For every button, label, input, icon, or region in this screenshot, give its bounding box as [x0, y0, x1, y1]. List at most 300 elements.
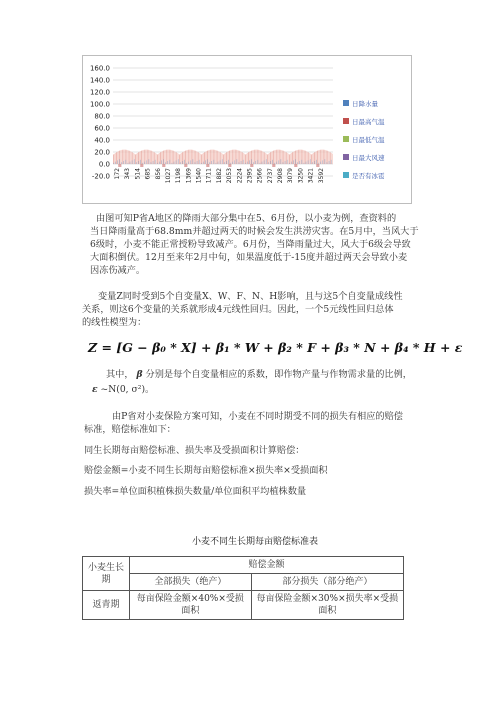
temperature-bar [150, 150, 151, 164]
temperature-bar [257, 150, 258, 164]
precipitation-bar [151, 162, 152, 164]
x-tick-label: 2566 [256, 168, 264, 184]
chart-legend [343, 94, 385, 184]
x-tick-label: 2053 [226, 168, 234, 184]
precipitation-bar [281, 159, 282, 164]
precipitation-bar [176, 160, 177, 164]
temperature-bar [164, 150, 165, 164]
y-tick-label: 20.0 [94, 148, 110, 157]
temperature-bar [122, 150, 123, 164]
precipitation-bar [314, 161, 315, 164]
temperature-bar [177, 153, 178, 164]
temperature-bar [196, 151, 197, 164]
temperature-bar [273, 151, 274, 164]
precipitation-bar [218, 162, 219, 164]
temperature-bar [120, 150, 121, 164]
precipitation-bar [291, 162, 292, 164]
paragraph-variables [82, 290, 403, 329]
y-tick-label: -20.0 [91, 172, 110, 181]
precipitation-bar [247, 162, 248, 164]
precipitation-bar [264, 160, 265, 164]
temperature-bar [173, 151, 174, 164]
temperature-bar [194, 150, 195, 164]
precipitation-bar [253, 162, 254, 164]
temperature-bar [183, 152, 184, 164]
legend-swatch [343, 136, 349, 142]
paragraph-coefficients [92, 368, 412, 396]
temperature-bar [143, 150, 144, 164]
temperature-bar [172, 150, 173, 164]
x-tick-label: 856 [154, 168, 162, 180]
temperature-bar [165, 150, 166, 164]
temperature-bar [267, 154, 268, 164]
temperature-bar [290, 154, 291, 164]
temperature-bar [156, 154, 157, 164]
regression-formula: Z = [G − β₀ * X] + β₁ * W + β₂ * F + β₃ * N + β₄ * H + ε [88, 340, 463, 355]
precipitation-bar [167, 161, 168, 164]
temperature-bar [227, 152, 228, 164]
x-tick-label: 343 [124, 168, 132, 180]
temperature-bar [288, 154, 289, 164]
precipitation-bar [180, 162, 181, 164]
temperature-bar [283, 151, 284, 164]
y-tick-label: 80.0 [94, 112, 110, 121]
temperature-bar [248, 152, 249, 164]
text-line: 变量Z同时受到5个自变量X、W、F、N、H影响，且与这5个自变量成线性 [98, 291, 403, 302]
temperature-bar [116, 152, 117, 164]
text-line: 因冻伤减产。 [90, 265, 146, 276]
negative-temp-bar [162, 164, 165, 167]
temperature-bar [213, 150, 214, 164]
precipitation-bar [249, 160, 250, 164]
text-line: 的线性模型为： [82, 317, 147, 328]
temperature-bar [166, 150, 167, 164]
precipitation-bar [142, 163, 143, 164]
temperature-bar [233, 150, 234, 164]
temperature-bar [250, 151, 251, 164]
precipitation-bar [295, 159, 296, 164]
temperature-bar [157, 154, 158, 164]
precipitation-bar [216, 163, 217, 164]
precipitation-bar [283, 162, 284, 164]
temperature-bar [318, 150, 319, 164]
negative-temp-bar [184, 164, 187, 167]
precipitation-bar [161, 160, 162, 164]
temperature-bar [301, 150, 302, 164]
temperature-bar [151, 151, 152, 164]
temperature-bar [296, 150, 297, 164]
precipitation-bar [193, 159, 194, 164]
temperature-bar [282, 150, 283, 164]
compensation-table [82, 556, 404, 620]
precipitation-bar [140, 160, 141, 164]
x-tick-label: 2395 [246, 168, 254, 184]
temperature-bar [274, 150, 275, 164]
precipitation-bar [243, 160, 244, 164]
temperature-bar [127, 150, 128, 164]
x-tick-label: 3079 [287, 168, 295, 184]
temperature-bar [240, 151, 241, 164]
precipitation-bar [230, 163, 231, 164]
temperature-bar [245, 154, 246, 164]
temperature-bar [206, 151, 207, 164]
precipitation-bar [211, 161, 212, 164]
y-tick-label: 40.0 [94, 136, 110, 145]
y-tick-label: 160.0 [89, 64, 110, 73]
temperature-bar [239, 151, 240, 164]
temperature-bar [261, 151, 262, 164]
legend-label: 日降水量 [352, 99, 378, 108]
x-tick-label: 3250 [297, 168, 305, 184]
legend-label: 是否有冰雹 [352, 171, 385, 180]
precipitation-bar [126, 160, 127, 164]
temperature-bar [252, 150, 253, 164]
x-tick-label: 514 [134, 168, 142, 180]
temperature-bar [125, 150, 126, 164]
temperature-bar [158, 154, 159, 164]
x-tick-label: 1882 [215, 168, 223, 184]
header-stage: 小麦生长期 [83, 557, 130, 591]
temperature-bar [187, 150, 188, 164]
temperature-bar [259, 150, 260, 164]
temperature-bar [142, 150, 143, 164]
temperature-bar [192, 150, 193, 164]
temperature-bar [114, 154, 115, 164]
text-line: 其中， [106, 369, 134, 380]
temperature-bar [201, 154, 202, 164]
temperature-bar [198, 152, 199, 164]
precipitation-bar [195, 162, 196, 164]
precipitation-bar [289, 163, 290, 164]
precipitation-bar [155, 160, 156, 164]
x-tick-label: 1711 [205, 168, 213, 184]
text-line: 关系，则这6个变量的关系就形成4元线性回归。因此，一个5元线性回归总体 [82, 304, 394, 315]
y-tick-label: 140.0 [89, 76, 110, 85]
temperature-bar [208, 150, 209, 164]
precipitation-bar [136, 162, 137, 164]
y-tick-label: 0.0 [98, 160, 110, 169]
precipitation-bar [245, 163, 246, 164]
precipitation-bar [323, 160, 324, 164]
legend-item [343, 148, 385, 166]
precipitation-bar [268, 162, 269, 164]
precipitation-bar [262, 162, 263, 164]
x-tick-label: 2737 [266, 168, 274, 184]
precipitation-bar [214, 160, 215, 164]
precipitation-bar [159, 162, 160, 164]
precipitation-bar [117, 160, 118, 164]
precipitation-bar [272, 160, 273, 164]
precipitation-bar [174, 162, 175, 164]
chart-container [82, 55, 412, 204]
legend-label: 日最高气温 [352, 117, 385, 126]
precipitation-bar [115, 162, 116, 164]
precipitation-bar [226, 161, 227, 164]
temperature-bar [121, 150, 122, 164]
legend-item [343, 112, 385, 130]
calc-rule: 同生长期每亩赔偿标准、损失率及受损面积计算赔偿： [84, 445, 305, 456]
x-tick-label: 1027 [164, 168, 172, 184]
temperature-bar [139, 152, 140, 164]
legend-item [343, 130, 385, 148]
temperature-bar [254, 150, 255, 164]
legend-label: 日最大风速 [352, 153, 385, 162]
temperature-bar [152, 151, 153, 164]
temperature-bar [131, 152, 132, 164]
temperature-bar [181, 153, 182, 164]
temperature-bar [215, 150, 216, 164]
legend-item [343, 94, 385, 112]
temperature-bar [327, 151, 328, 164]
precipitation-bar [297, 162, 298, 164]
precipitation-bar [186, 163, 187, 164]
temperature-bar [202, 154, 203, 164]
header-partial-loss: 部分损失（部分绝产） [251, 574, 403, 591]
text-line: 由P省对小麦保险方案可知，小麦在不同时期受不同的损失有相应的赔偿 [112, 411, 403, 422]
temperature-bar [189, 150, 190, 164]
text-line: 标准，赔偿标准如下： [84, 424, 176, 435]
precipitation-bar [199, 160, 200, 164]
temperature-bar [186, 150, 187, 164]
temperature-bar [289, 154, 290, 164]
precipitation-bar [147, 160, 148, 164]
precipitation-bar [163, 159, 164, 164]
precipitation-bar [327, 162, 328, 164]
precipitation-bar [188, 162, 189, 164]
paragraph-insurance [84, 410, 403, 436]
precipitation-bar [320, 162, 321, 164]
temperature-bar [148, 150, 149, 164]
temperature-bar [137, 153, 138, 164]
precipitation-bar [172, 163, 173, 164]
precipitation-bar [312, 162, 313, 164]
precipitation-bar [130, 162, 131, 164]
temperature-bar [162, 151, 163, 164]
temperature-bar [313, 153, 314, 164]
temperature-bar [246, 154, 247, 164]
loss-rate-formula: 损失率=单位面积植株损失数量/单位面积平均植株数量 [84, 486, 307, 497]
precipitation-bar [138, 161, 139, 164]
x-tick-label: 1369 [185, 168, 193, 184]
cell-partial-loss: 每亩保险金额×30%×损失率×受损面积 [251, 591, 403, 620]
precipitation-bar [304, 163, 305, 164]
temperature-bar [171, 150, 172, 164]
temperature-bar [305, 151, 306, 164]
x-tick-label: 3592 [317, 168, 325, 184]
temperature-bar [319, 150, 320, 164]
temperature-bar [275, 150, 276, 164]
precipitation-bar [182, 161, 183, 164]
precipitation-bar [308, 160, 309, 164]
y-tick-label: 60.0 [94, 124, 110, 133]
precipitation-bar [251, 159, 252, 164]
text-line: 由图可知P省A地区的降雨大部分集中在5、6月份，以小麦为例，查资料的 [96, 213, 397, 224]
x-tick-label: 3421 [307, 168, 315, 184]
legend-label: 日最低气温 [352, 135, 385, 144]
temperature-bar [303, 150, 304, 164]
precipitation-bar [325, 159, 326, 164]
negative-temp-bar [118, 164, 121, 167]
precipitation-bar [329, 161, 330, 164]
negative-temp-bar [228, 164, 231, 167]
precipitation-bar [266, 159, 267, 164]
precipitation-bar [310, 159, 311, 164]
precipitation-bar [302, 160, 303, 164]
temperature-bar [332, 154, 333, 164]
precipitation-bar [113, 163, 114, 164]
legend-swatch [343, 118, 349, 124]
precipitation-bar [134, 159, 135, 164]
cell-stage: 返青期 [83, 591, 130, 620]
epsilon-symbol: ε [92, 384, 98, 395]
table-title: 小麦不同生长期每亩赔偿标准表 [192, 537, 319, 547]
precipitation-bar [260, 163, 261, 164]
precipitation-bar [239, 162, 240, 164]
precipitation-bar [222, 159, 223, 164]
precipitation-bar [144, 162, 145, 164]
precipitation-bar [184, 160, 185, 164]
precipitation-bar [255, 161, 256, 164]
precipitation-bar [197, 161, 198, 164]
precipitation-bar [241, 161, 242, 164]
temperature-bar [263, 152, 264, 164]
temperature-bar [113, 154, 114, 164]
temperature-bar [225, 153, 226, 164]
temperature-bar [321, 150, 322, 164]
temperature-bar [219, 152, 220, 164]
temperature-bar [330, 152, 331, 164]
temperature-bar [317, 151, 318, 164]
temperature-bar [230, 150, 231, 164]
precipitation-bar [178, 159, 179, 164]
temperature-bar [244, 154, 245, 164]
temperature-bar [133, 153, 134, 164]
negative-temp-bar [272, 164, 275, 167]
temperature-bar [129, 151, 130, 164]
precipitation-bar [165, 162, 166, 164]
precipitation-bar [205, 160, 206, 164]
precipitation-bar [157, 163, 158, 164]
x-tick-label: 172 [114, 168, 121, 180]
precipitation-bar [207, 159, 208, 164]
precipitation-bar [318, 163, 319, 164]
temperature-bar [209, 150, 210, 164]
temperature-bar [221, 153, 222, 164]
header-full-loss: 全部损失（绝产） [130, 574, 252, 591]
precipitation-bar [128, 163, 129, 164]
precipitation-bar [201, 163, 202, 164]
legend-swatch [343, 100, 349, 106]
negative-temp-bar [294, 164, 297, 167]
temperature-bar [284, 151, 285, 164]
temperature-bar [223, 154, 224, 164]
temperature-bar [160, 152, 161, 164]
paragraph-rainfall [90, 212, 419, 277]
precipitation-bar [123, 161, 124, 164]
precipitation-bar [285, 161, 286, 164]
temperature-bar [217, 151, 218, 164]
precipitation-bar [279, 160, 280, 164]
precipitation-bar [270, 161, 271, 164]
temperature-bar [298, 150, 299, 164]
temperature-bar [307, 152, 308, 164]
beta-symbol: β [136, 369, 143, 380]
temperature-bar [324, 150, 325, 164]
negative-temp-bar [316, 164, 319, 167]
temperature-bar [229, 151, 230, 164]
y-tick-label: 100.0 [89, 100, 110, 109]
precipitation-bar [306, 162, 307, 164]
precipitation-bar [121, 162, 122, 164]
temperature-bar [294, 151, 295, 164]
precipitation-bar [237, 159, 238, 164]
precipitation-bar [228, 160, 229, 164]
temperature-bar [253, 150, 254, 164]
temperature-bar [185, 151, 186, 164]
text-line: 当日降雨量高于68.8mm并超过两天的时候会发生洪涝灾害。在5月中，当风大于 [90, 226, 419, 237]
temperature-bar [280, 150, 281, 164]
precipitation-bar [331, 160, 332, 164]
x-tick-label: 1198 [175, 168, 183, 184]
temperature-bar [286, 152, 287, 164]
text-line: 6级时，小麦不能正常授粉导致减产。6月份，当降雨量过大，风大于6级会导致 [90, 239, 411, 250]
temperature-bar [328, 151, 329, 164]
text-line: ~N(0, σ²)。 [100, 384, 155, 395]
temperature-bar [118, 151, 119, 164]
temperature-bar [231, 150, 232, 164]
negative-temp-bar [206, 164, 209, 167]
x-tick-label: 685 [144, 168, 152, 180]
temperature-bar [304, 150, 305, 164]
temperature-bar [292, 152, 293, 164]
temperature-bar [210, 150, 211, 164]
temperature-bar [135, 154, 136, 164]
temperature-bar [200, 154, 201, 164]
temperature-bar [326, 150, 327, 164]
cell-full-loss: 每亩保险金额×40%×受损面积 [130, 591, 252, 620]
precipitation-bar [232, 162, 233, 164]
precipitation-bar [293, 160, 294, 164]
text-line: 大面积倒伏。12月至来年2月中旬，如果温度低于-15度并超过两天会导致小麦 [90, 252, 408, 263]
precipitation-bar [299, 161, 300, 164]
precipitation-bar [119, 159, 120, 164]
legend-item [343, 166, 385, 184]
temperature-bar [315, 152, 316, 164]
precipitation-bar [203, 162, 204, 164]
precipitation-bar [287, 160, 288, 164]
temperature-bar [128, 150, 129, 164]
precipitation-bar [316, 160, 317, 164]
temperature-bar [141, 151, 142, 164]
legend-swatch [343, 154, 349, 160]
precipitation-bar [220, 160, 221, 164]
temperature-bar [277, 150, 278, 164]
precipitation-bar [258, 160, 259, 164]
precipitation-bar [274, 163, 275, 164]
negative-temp-bar [250, 164, 253, 167]
legend-swatch [343, 172, 349, 178]
temperature-bar [154, 152, 155, 164]
temperature-bar [269, 153, 270, 164]
precipitation-bar [170, 160, 171, 164]
temperature-bar [309, 153, 310, 164]
precipitation-bar [224, 162, 225, 164]
temperature-bar [265, 153, 266, 164]
precipitation-bar [191, 160, 192, 164]
temperature-bar [179, 154, 180, 164]
x-tick-label: 2908 [277, 168, 285, 184]
temperature-bar [297, 150, 298, 164]
